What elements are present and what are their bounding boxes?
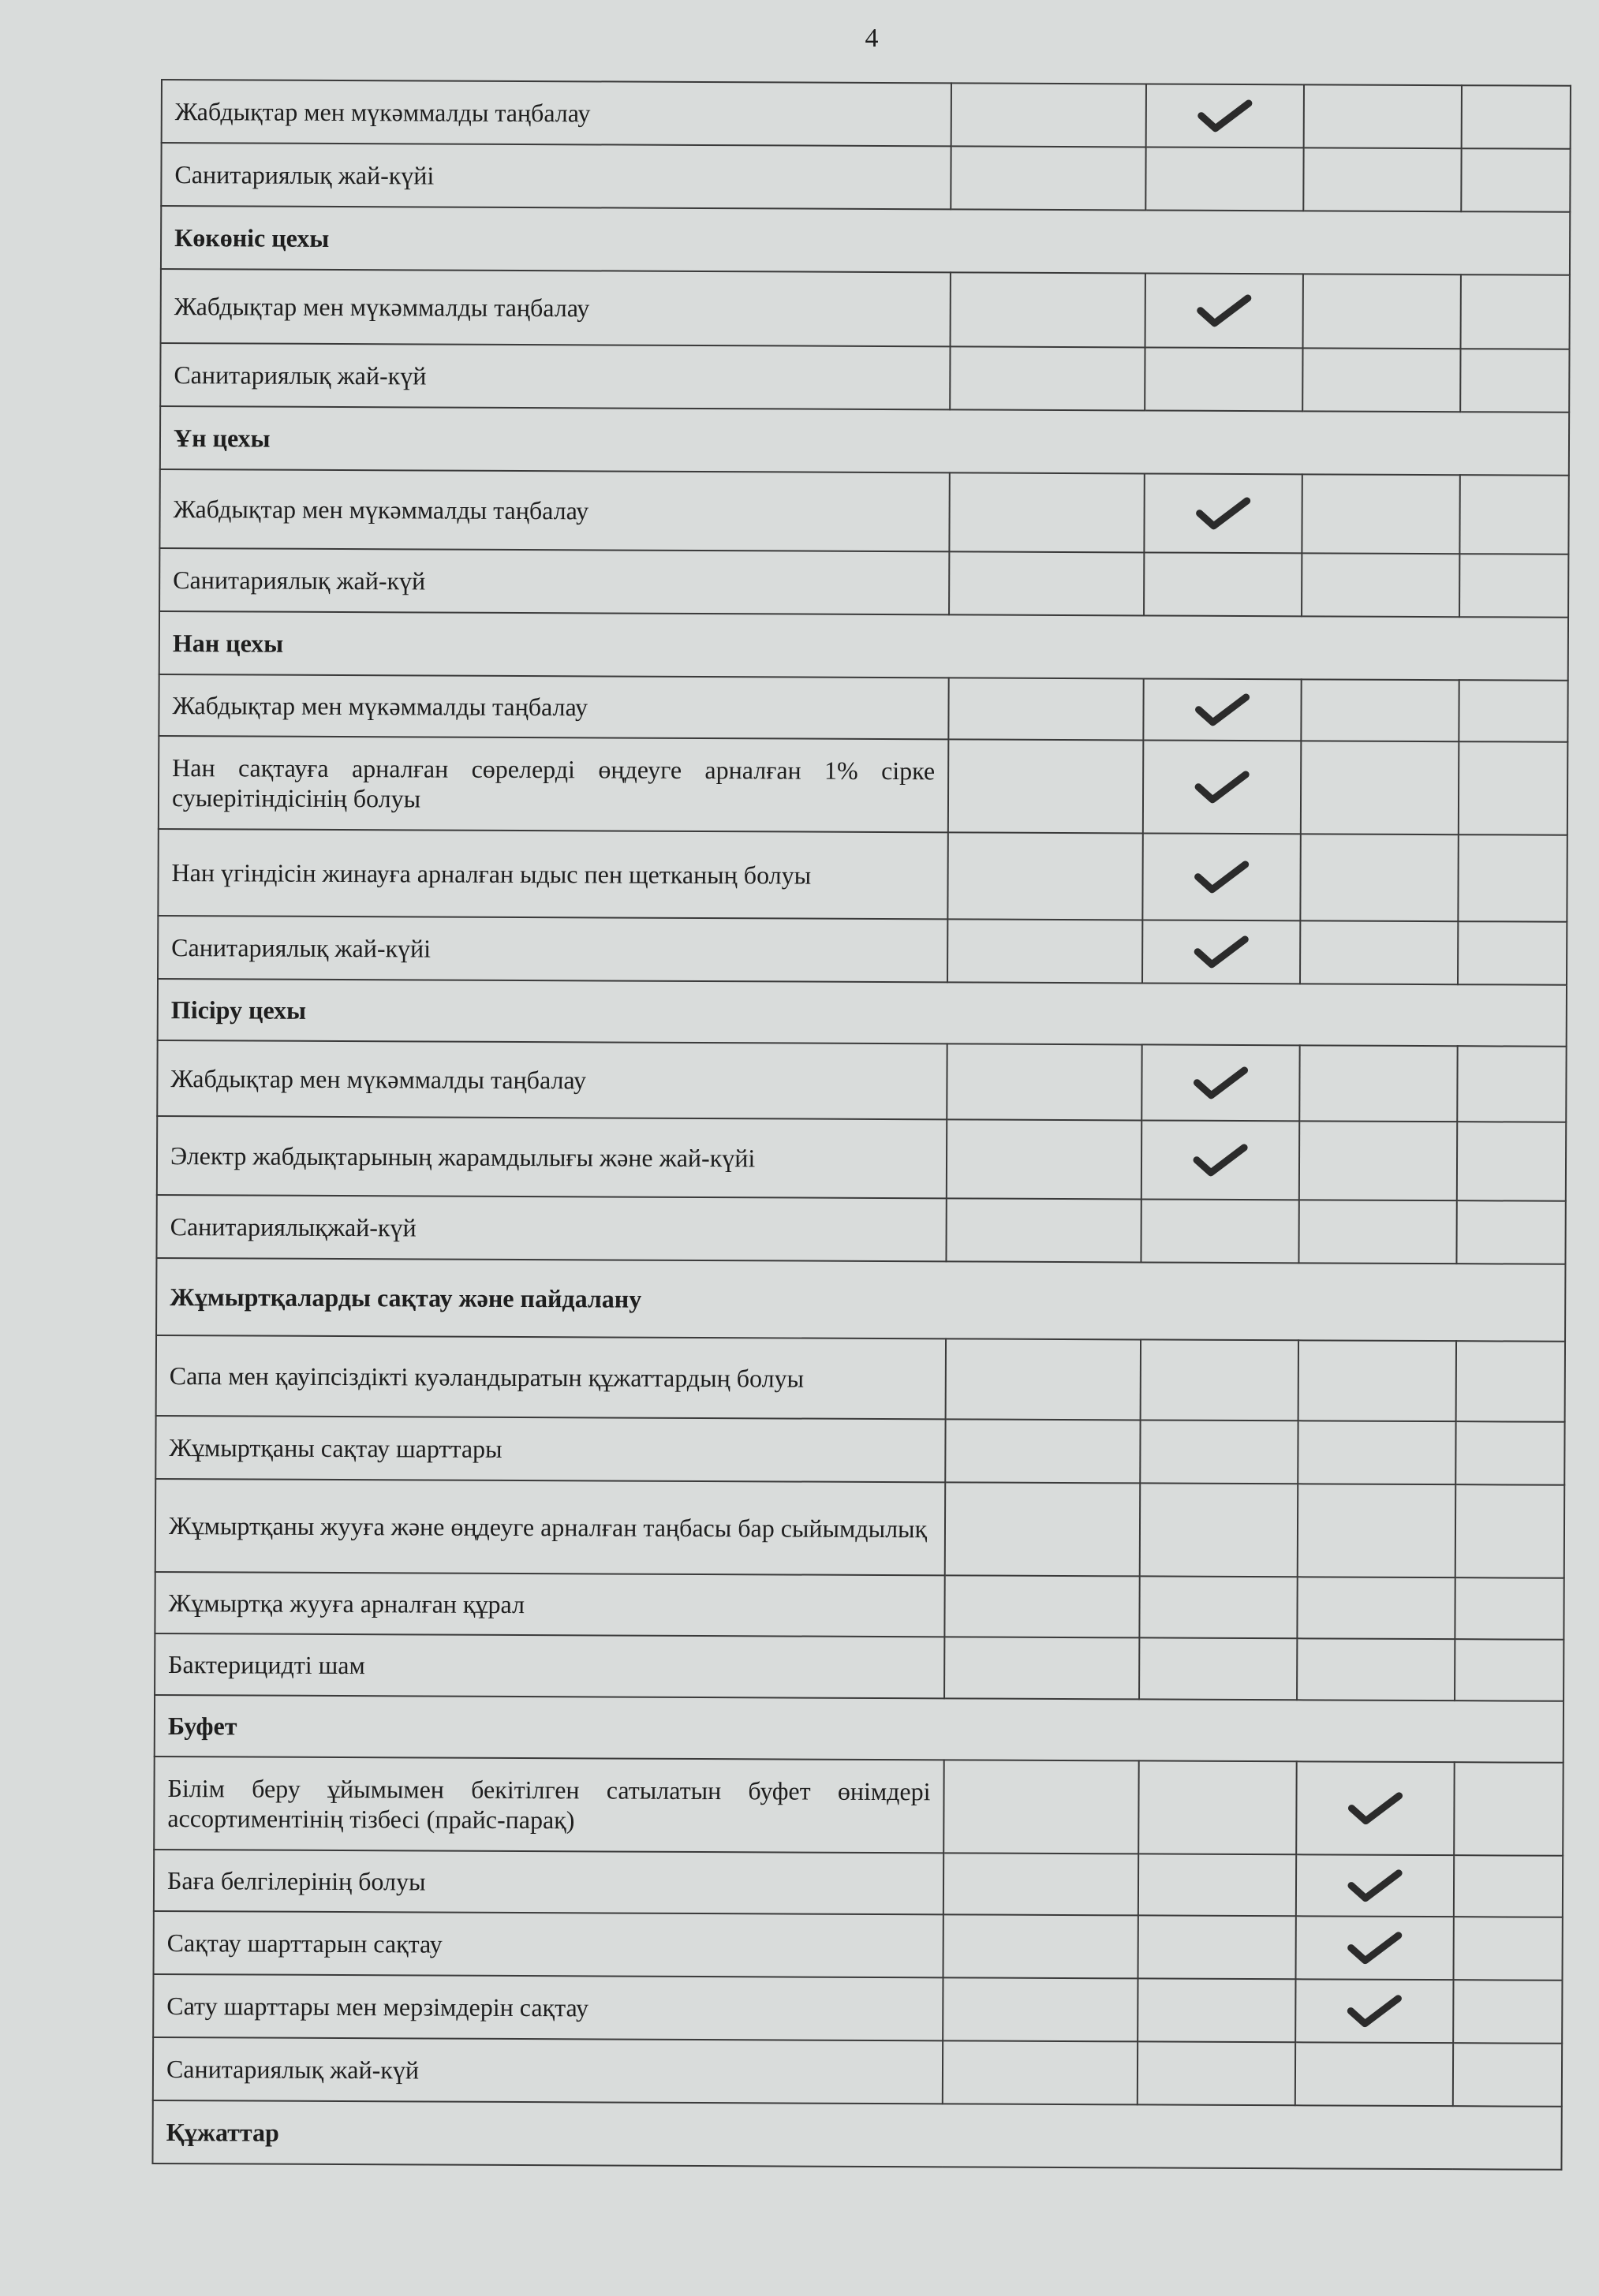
item-label: Білім беру ұйымымен бекітілген сатылатын буфет өнімдері ассортиментінің тізбесі (прайс-парақ) xyxy=(154,1757,944,1853)
mark-cell-4 xyxy=(1459,554,1568,618)
mark-cell-2 xyxy=(1145,273,1303,348)
section-row xyxy=(160,406,1569,476)
mark-cell-4 xyxy=(1455,1484,1565,1578)
mark-cell-3 xyxy=(1297,1638,1455,1701)
checkmark-icon xyxy=(1347,1790,1403,1827)
mark-cell-3 xyxy=(1301,679,1459,741)
item-label: Жабдықтар мен мүкәммалды таңбалау xyxy=(161,269,951,346)
item-label: Сату шарттары мен мерзімдерін сақтау xyxy=(153,1974,943,2040)
table-row xyxy=(155,1633,1564,1701)
checklist-table xyxy=(151,79,1571,2171)
mark-cell-1 xyxy=(948,739,1144,833)
mark-cell-4 xyxy=(1457,1046,1566,1122)
section-title: Нан цехы xyxy=(159,611,1568,681)
table-row xyxy=(161,269,1570,349)
section-row xyxy=(158,979,1567,1047)
mark-cell-3 xyxy=(1299,1045,1457,1122)
mark-cell-1 xyxy=(945,1482,1141,1576)
item-label: Жабдықтар мен мүкәммалды таңбалау xyxy=(159,674,948,739)
item-label: Жабдықтар мен мүкәммалды таңбалау xyxy=(157,1040,947,1119)
mark-cell-3 xyxy=(1297,1577,1455,1639)
mark-cell-1 xyxy=(943,1760,1139,1854)
table-row xyxy=(155,1479,1564,1578)
mark-cell-2 xyxy=(1143,740,1302,834)
checkmark-icon xyxy=(1197,97,1253,135)
item-label: Санитариялық жай-күй xyxy=(159,548,949,614)
table-row xyxy=(154,1757,1563,1856)
table-row xyxy=(159,736,1567,835)
item-label: Жұмыртқаны жууға және өңдеуге арналған таңбасы бар сыйымдылық xyxy=(155,1479,946,1575)
page-number: 4 xyxy=(865,24,879,53)
mark-cell-2 xyxy=(1146,84,1304,147)
mark-cell-1 xyxy=(951,272,1145,347)
mark-cell-4 xyxy=(1459,680,1567,742)
section-row xyxy=(159,611,1568,681)
mark-cell-3 xyxy=(1302,553,1459,617)
table-row xyxy=(153,1974,1562,2044)
item-label: Санитариялық жай-күй xyxy=(160,343,950,409)
checkmark-icon xyxy=(1194,768,1250,806)
mark-cell-3 xyxy=(1296,1916,1454,1980)
section-title: Құжаттар xyxy=(152,2100,1561,2170)
checkmark-icon xyxy=(1193,858,1250,896)
mark-cell-4 xyxy=(1455,1421,1564,1485)
table-row xyxy=(155,1416,1564,1485)
item-label: Жұмыртқаны сақтау шарттары xyxy=(155,1416,945,1482)
mark-cell-3 xyxy=(1302,474,1459,554)
mark-cell-1 xyxy=(950,346,1145,410)
mark-cell-4 xyxy=(1460,349,1569,413)
checklist-sheet xyxy=(151,79,1570,2171)
section-row xyxy=(161,206,1570,275)
mark-cell-2 xyxy=(1139,1637,1297,1700)
mark-cell-3 xyxy=(1302,348,1460,412)
item-label: Нан сақтауға арналған сөрелерді өңдеуге арналған 1% сірке суыерітіндісінің болуы xyxy=(159,736,949,832)
item-label: Бактерицидті шам xyxy=(155,1633,944,1698)
mark-cell-2 xyxy=(1141,1044,1299,1121)
item-label: Санитариялықжай-күй xyxy=(156,1195,946,1261)
mark-cell-3 xyxy=(1301,741,1459,834)
mark-cell-2 xyxy=(1141,1120,1299,1200)
section-title: Ұн цехы xyxy=(160,406,1569,476)
mark-cell-2 xyxy=(1138,1915,1296,1979)
mark-cell-1 xyxy=(943,1853,1138,1915)
mark-cell-3 xyxy=(1298,1484,1456,1577)
mark-cell-4 xyxy=(1462,85,1571,149)
checkmark-icon xyxy=(1192,1141,1249,1179)
mark-cell-4 xyxy=(1455,1639,1564,1701)
mark-cell-2 xyxy=(1138,1760,1297,1854)
table-row xyxy=(160,343,1569,413)
table-row xyxy=(159,548,1568,618)
mark-cell-1 xyxy=(947,1119,1141,1199)
mark-cell-2 xyxy=(1142,920,1300,984)
checkmark-icon xyxy=(1195,495,1252,532)
mark-cell-1 xyxy=(949,472,1144,552)
mark-cell-3 xyxy=(1298,1340,1456,1421)
table-row xyxy=(155,1572,1564,1640)
mark-cell-1 xyxy=(951,146,1145,210)
mark-cell-2 xyxy=(1141,1339,1298,1421)
mark-cell-1 xyxy=(949,551,1144,615)
mark-cell-4 xyxy=(1459,741,1568,835)
mark-cell-1 xyxy=(943,1914,1138,1978)
mark-cell-3 xyxy=(1304,84,1462,148)
table-row xyxy=(157,1116,1566,1201)
mark-cell-1 xyxy=(946,1198,1141,1262)
mark-cell-4 xyxy=(1458,921,1567,985)
mark-cell-1 xyxy=(947,919,1142,983)
mark-cell-4 xyxy=(1458,834,1567,922)
section-title: Жұмыртқаларды сақтау және пайдалану xyxy=(156,1258,1565,1342)
item-label: Нан үгіндісін жинауға арналған ыдыс пен щетканың болуы xyxy=(158,829,947,919)
mark-cell-3 xyxy=(1298,1421,1455,1484)
item-label: Санитариялық жай-күйі xyxy=(161,143,951,209)
checkmark-icon xyxy=(1196,292,1253,330)
item-label: Сапа мен қауіпсіздікті куәландыратын құжаттардың болуы xyxy=(156,1335,946,1419)
mark-cell-2 xyxy=(1138,1854,1296,1916)
mark-cell-4 xyxy=(1457,1122,1566,1201)
item-label: Санитариялық жай-күй xyxy=(153,2037,943,2104)
checklist-rows xyxy=(152,80,1571,2170)
mark-cell-1 xyxy=(946,1338,1141,1420)
table-row xyxy=(157,1040,1566,1122)
item-label: Сақтау шарттарын сақтау xyxy=(154,1911,943,1977)
mark-cell-2 xyxy=(1144,473,1302,553)
table-row xyxy=(159,469,1568,554)
mark-cell-3 xyxy=(1300,920,1458,984)
mark-cell-3 xyxy=(1303,274,1461,349)
mark-cell-4 xyxy=(1456,1200,1565,1264)
section-title: Буфет xyxy=(155,1695,1564,1763)
checkmark-icon xyxy=(1346,1992,1403,2030)
mark-cell-3 xyxy=(1298,1200,1456,1264)
table-row xyxy=(159,674,1567,742)
mark-cell-3 xyxy=(1296,1854,1454,1917)
mark-cell-4 xyxy=(1461,148,1570,212)
table-row xyxy=(156,1335,1565,1422)
section-title: Көкөніс цехы xyxy=(161,206,1570,275)
mark-cell-2 xyxy=(1145,347,1302,411)
mark-cell-1 xyxy=(947,1043,1141,1120)
mark-cell-1 xyxy=(944,1575,1139,1637)
mark-cell-4 xyxy=(1459,475,1568,554)
mark-cell-2 xyxy=(1144,552,1302,616)
table-row xyxy=(153,2037,1562,2107)
table-row xyxy=(162,80,1571,149)
mark-cell-4 xyxy=(1454,1855,1563,1917)
checkmark-icon xyxy=(1193,933,1250,971)
mark-cell-1 xyxy=(951,83,1146,147)
mark-cell-2 xyxy=(1145,147,1303,211)
mark-cell-2 xyxy=(1140,1483,1298,1577)
item-label: Санитариялық жай-күйі xyxy=(158,916,947,982)
checkmark-icon xyxy=(1347,1867,1403,1905)
table-row xyxy=(158,829,1567,922)
mark-cell-1 xyxy=(948,678,1143,740)
mark-cell-3 xyxy=(1296,1761,1455,1855)
checkmark-icon xyxy=(1194,691,1250,729)
mark-cell-3 xyxy=(1295,2042,1453,2106)
item-label: Жұмыртқа жууға арналған құрал xyxy=(155,1572,944,1637)
item-label: Электр жабдықтарының жарамдылығы және жай-күйі xyxy=(157,1116,947,1198)
mark-cell-4 xyxy=(1453,2043,1562,2107)
section-row xyxy=(152,2100,1561,2170)
mark-cell-4 xyxy=(1453,1917,1562,1981)
checkmark-icon xyxy=(1347,1929,1403,1967)
item-label: Жабдықтар мен мүкәммалды таңбалау xyxy=(159,469,949,551)
mark-cell-1 xyxy=(945,1419,1140,1483)
checkmark-icon xyxy=(1192,1064,1249,1102)
mark-cell-4 xyxy=(1456,1341,1565,1422)
mark-cell-1 xyxy=(944,1637,1139,1699)
table-row xyxy=(154,1850,1563,1917)
mark-cell-2 xyxy=(1143,678,1301,741)
mark-cell-1 xyxy=(947,832,1142,920)
table-row xyxy=(156,1195,1565,1264)
mark-cell-3 xyxy=(1295,1979,1453,2043)
section-row xyxy=(156,1258,1565,1342)
mark-cell-4 xyxy=(1461,274,1570,349)
table-row xyxy=(154,1911,1563,1981)
mark-cell-4 xyxy=(1455,1577,1564,1640)
mark-cell-1 xyxy=(943,1977,1138,2041)
mark-cell-2 xyxy=(1141,1199,1298,1263)
mark-cell-3 xyxy=(1300,834,1458,921)
item-label: Жабдықтар мен мүкәммалды таңбалау xyxy=(162,80,951,146)
mark-cell-2 xyxy=(1138,1978,1295,2042)
mark-cell-1 xyxy=(943,2040,1138,2104)
mark-cell-4 xyxy=(1454,1762,1564,1856)
mark-cell-2 xyxy=(1140,1420,1298,1484)
item-label: Баға белгілерінің болуы xyxy=(154,1850,943,1914)
table-row xyxy=(158,916,1567,985)
section-title: Пісіру цехы xyxy=(158,979,1567,1047)
section-row xyxy=(155,1695,1564,1763)
mark-cell-3 xyxy=(1303,147,1461,211)
table-row xyxy=(161,143,1570,212)
mark-cell-2 xyxy=(1139,1576,1297,1638)
mark-cell-2 xyxy=(1142,833,1300,920)
mark-cell-3 xyxy=(1299,1121,1457,1200)
mark-cell-4 xyxy=(1453,1980,1562,2044)
mark-cell-2 xyxy=(1138,2041,1295,2105)
